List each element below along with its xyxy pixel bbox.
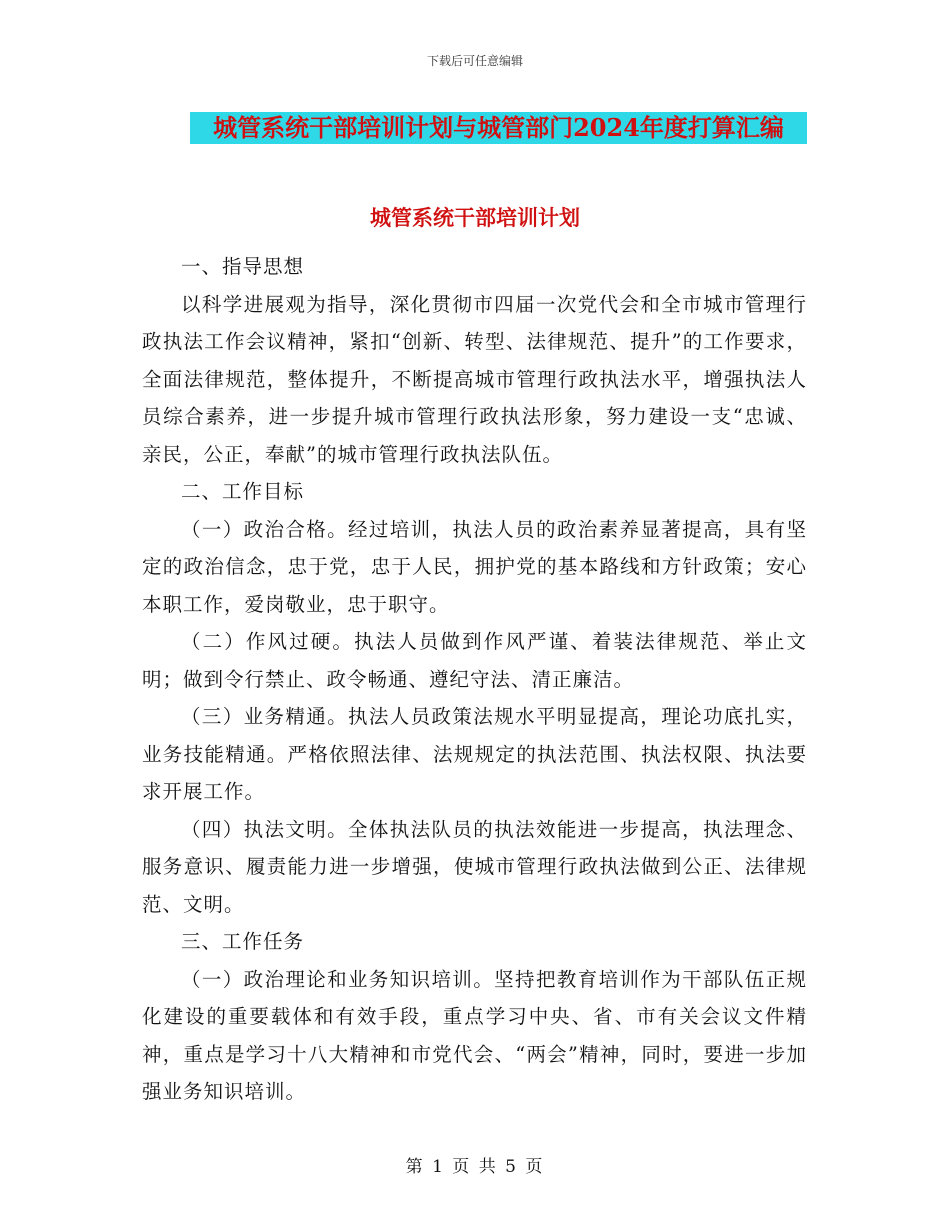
paragraph-guiding-ideology: 以科学进展观为指导，深化贯彻市四届一次党代会和全市城市管理行政执法工作会议精神，紧扣“创新、转型、法律规范、提升”的工作要求，全面法律规范，整体提升，不断提高城市管理行政执法水平，增强执法人员综合素养，进一步提升城市管理行政执法形象，努力建设一支“忠诚、亲民，公正，奉献”的城市管理行政执法队伍。 <box>142 292 807 466</box>
section-title: 城管系统干部培训计划 <box>370 205 580 230</box>
page-number: 第 1 页 共 5 页 <box>405 1157 545 1177</box>
heading-guiding-ideology: 一、指导思想 <box>181 255 305 278</box>
header-note: 下载后可任意编辑 <box>426 54 523 68</box>
paragraph-task-training: （一）政治理论和业务知识培训。坚持把教育培训作为干部队伍正规化建设的重要载体和有效手段，重点学习中央、省、市有关会议文件精神，重点是学习十八大精神和市党代会、“两会”精神，同时，要进一步加强业务知识培训。 <box>142 967 807 1103</box>
document-body <box>142 248 807 1111</box>
paragraph-goal-conduct: （二）作风过硬。执法人员做到作风严谨、着装法律规范、举止文明；做到令行禁止、政令畅通、遵纪守法、清正廉洁。 <box>142 630 807 691</box>
paragraph-goal-political: （一）政治合格。经过培训，执法人员的政治素养显著提高，具有坚定的政治信念，忠于党，忠于人民，拥护党的基本路线和方针政策；安心本职工作，爱岗敬业，忠于职守。 <box>142 517 807 616</box>
paragraph-goal-expertise: （三）业务精通。执法人员政策法规水平明显提高，理论功底扎实，业务技能精通。严格依照法律、法规规定的执法范围、执法权限、执法要求开展工作。 <box>142 705 807 803</box>
document-title: 城管系统干部培训计划与城管部门2024年度打算汇编 <box>190 112 807 144</box>
heading-work-tasks: 三、工作任务 <box>181 930 305 953</box>
paragraph-goal-civility: （四）执法文明。全体执法队员的执法效能进一步提高，执法理念、服务意识、履责能力进一步增强，使城市管理行政执法做到公正、法律规范、文明。 <box>142 817 807 916</box>
heading-work-goals: 二、工作目标 <box>181 480 305 503</box>
